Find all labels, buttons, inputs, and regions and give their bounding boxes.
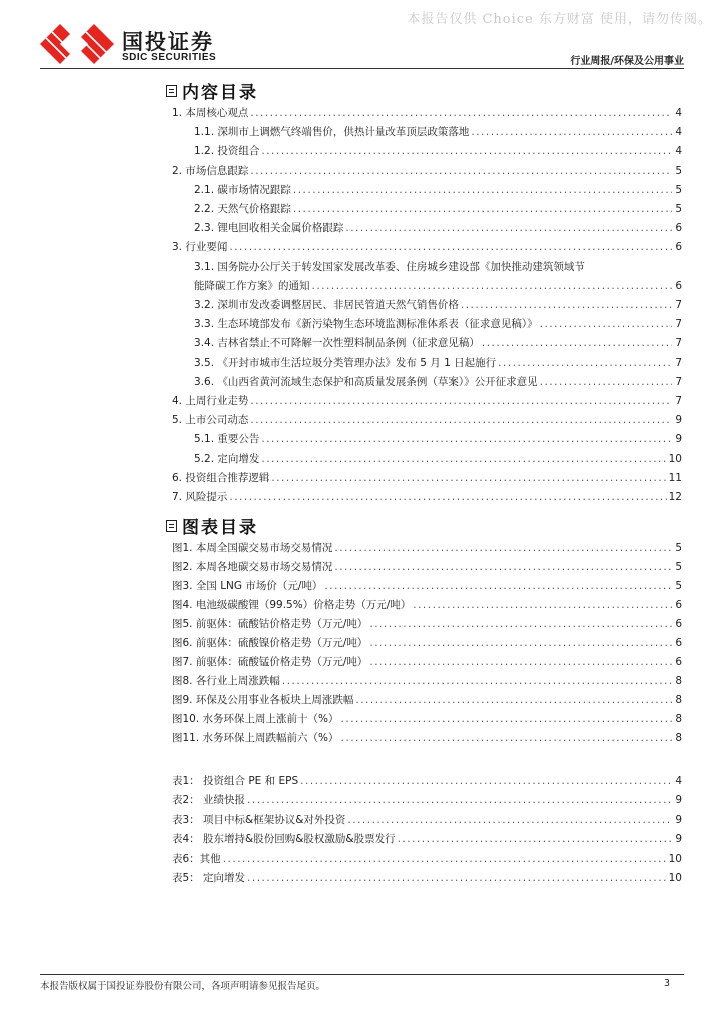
figure-entry[interactable]: [172, 710, 682, 728]
figure-entry-page: 5: [675, 580, 682, 592]
list-icon: [166, 520, 177, 532]
toc-entry[interactable]: [172, 411, 682, 429]
list-icon: [166, 85, 177, 97]
page-number: 3: [663, 978, 670, 989]
toc-entry[interactable]: [194, 200, 682, 218]
toc-entry-page: 12: [668, 491, 682, 503]
toc-entry[interactable]: [172, 488, 682, 506]
toc-entry-title: 6. 投资组合推荐逻辑: [172, 471, 270, 484]
watermark: 本报告仅供 Choice 东方财富 使用，请勿传阅。: [407, 12, 712, 27]
toc-entry-title: 5. 上市公司动态: [172, 414, 249, 427]
toc-entry-page: 4: [675, 145, 682, 158]
dot-leader: [540, 315, 672, 333]
table-entry-title: 表4： 股东增持&股份回购&股权激励&股票发行: [172, 833, 396, 846]
toc-entry-title: 3.2. 深圳市发改委调整居民、非居民管道天然气销售价格: [194, 299, 459, 311]
toc-entry-title: 3.5. 《开封市城市生活垃圾分类管理办法》发布 5 月 1 日起施行: [194, 356, 497, 369]
footer-disclaimer: 本报告版权属于国投证券股份有限公司，各项声明请参见报告尾页。: [40, 981, 326, 992]
figures-heading-text: 图表目录: [182, 518, 258, 538]
table-entry-page: 10: [668, 872, 682, 884]
toc-entry-title: 4. 上周行业走势: [172, 395, 249, 407]
figure-entry[interactable]: [172, 577, 682, 595]
figure-entry-title: 图1. 本周全国碳交易市场交易情况: [172, 542, 333, 554]
toc-entry[interactable]: [194, 315, 682, 333]
figure-entry-page: 5: [675, 542, 682, 554]
table-entry-title: 表1： 投资组合 PE 和 EPS: [172, 775, 299, 787]
dot-leader: [282, 672, 672, 690]
header-divider: [40, 68, 684, 69]
toc-entry-page: 6: [675, 241, 682, 254]
table-entry-title: 表2： 业绩快报: [172, 794, 246, 807]
figure-entry-page: 6: [675, 637, 682, 649]
toc-entry-title: 7. 风险提示: [172, 491, 228, 503]
toc-entry-title: 1. 本周核心观点: [172, 107, 249, 119]
table-entry[interactable]: [172, 869, 682, 887]
figure-entry-page: 8: [675, 732, 682, 744]
dot-leader: [293, 181, 672, 199]
dot-leader: [413, 596, 672, 614]
toc-entry-title: 1.2. 投资组合: [194, 145, 260, 158]
toc-entry[interactable]: [194, 123, 682, 141]
brand-logo: [40, 24, 240, 68]
table-entry[interactable]: [172, 772, 682, 790]
dot-leader: [471, 123, 672, 141]
toc-entry-page: 4: [675, 107, 682, 119]
figure-entry[interactable]: [172, 634, 682, 652]
toc-entry-title: 2.1. 碳市场情况跟踪: [194, 183, 291, 196]
toc-entry-title: 1.1. 深圳市上调燃气终端售价，供热计量改革顶层政策落地: [194, 126, 470, 139]
dot-leader: [261, 142, 672, 160]
figure-entry[interactable]: [172, 615, 682, 633]
toc-entry[interactable]: [194, 430, 682, 448]
toc-entry-page: 5: [675, 164, 682, 177]
brand-name-cn: 国投证券: [122, 30, 214, 54]
figure-entry-title: 图2. 本周各地碳交易市场交易情况: [172, 561, 333, 573]
figure-entry-page: 6: [675, 656, 682, 668]
table-entry-page: 4: [675, 775, 682, 787]
dot-leader: [312, 277, 673, 295]
toc-entry[interactable]: [194, 354, 682, 372]
figure-entry-title: 图8. 各行业上周涨跌幅: [172, 675, 280, 687]
figure-entry-page: 8: [675, 675, 682, 687]
toc-entry-page: 6: [675, 279, 682, 292]
figure-entry-page: 5: [675, 561, 682, 573]
toc-entry-page: 7: [675, 318, 682, 331]
dot-leader: [229, 488, 666, 506]
toc-entry[interactable]: [194, 334, 682, 352]
dot-leader: [261, 450, 666, 468]
table-entry[interactable]: [172, 850, 682, 868]
figure-entry-title: 图3. 全国 LNG 市场价（元/吨）: [172, 580, 323, 592]
toc-entry-title: 2.3. 锂电回收相关金属价格跟踪: [194, 222, 344, 235]
dot-leader: [247, 791, 672, 809]
toc-entry-title: 3.3. 生态环境部发布《新污染物生态环境监测标准体系表（征求意见稿）》: [194, 318, 538, 331]
dot-leader: [250, 104, 672, 122]
figure-entry[interactable]: [172, 539, 682, 557]
toc-entry-page: 7: [675, 337, 682, 350]
toc-heading: [166, 78, 258, 103]
table-entry-page: 9: [675, 833, 682, 846]
dot-leader: [341, 710, 672, 728]
dot-leader: [398, 830, 672, 848]
toc-entry-page: 9: [675, 414, 682, 427]
toc-entry-title: 3.6. 《山西省黄河流域生态保护和高质量发展条例（草案）》公开征求意见: [194, 375, 538, 388]
figure-entry[interactable]: [172, 596, 682, 614]
toc-entry-page: 7: [675, 395, 682, 407]
dot-leader: [347, 811, 672, 829]
figure-entry-title: 图9. 环保及公用事业各板块上周涨跌幅: [172, 694, 354, 706]
toc-entry-title: 5.1. 重要公告: [194, 433, 260, 446]
toc-entry-title: 5.2. 定向增发: [194, 452, 260, 465]
dot-leader: [261, 430, 672, 448]
dot-leader: [369, 634, 672, 652]
toc-entry-page: 7: [675, 299, 682, 311]
figure-entry-page: 8: [675, 713, 682, 725]
dot-leader: [334, 558, 672, 576]
toc-entry-title: 2.2. 天然气价格跟踪: [194, 203, 291, 215]
dot-leader: [540, 373, 672, 391]
toc-entry-title: 3.1. 国务院办公厅关于转发国家发展改革委、住房城乡建设部《加快推动建筑领域节: [194, 260, 585, 273]
toc-entry[interactable]: [172, 162, 682, 180]
table-entry-page: 9: [675, 813, 682, 826]
dot-leader: [250, 411, 672, 429]
table-entry-page: 10: [668, 852, 682, 865]
dot-leader: [482, 334, 672, 352]
footer-divider: [40, 974, 684, 975]
dot-leader: [250, 392, 672, 410]
toc-entry-title: 能降碳工作方案》的通知: [194, 279, 310, 292]
toc-entry-title: 3. 行业要闻: [172, 241, 228, 254]
dot-leader: [293, 200, 672, 218]
toc-entry[interactable]: [194, 181, 682, 199]
toc-entry[interactable]: [172, 469, 682, 487]
table-entry[interactable]: [172, 791, 682, 809]
table-entry-page: 9: [675, 794, 682, 807]
figure-entry[interactable]: [172, 691, 682, 709]
toc-entry[interactable]: [194, 258, 682, 276]
table-entry[interactable]: [172, 830, 682, 848]
toc-entry[interactable]: [194, 219, 682, 237]
toc-entry[interactable]: [194, 296, 682, 314]
toc-entry-title: 3.4. 吉林省禁止不可降解一次性塑料制品条例（征求意见稿）: [194, 337, 480, 350]
dot-leader: [229, 238, 672, 256]
dot-leader: [334, 539, 672, 557]
dot-leader: [355, 691, 672, 709]
toc-entry-page: 11: [668, 471, 682, 484]
dot-leader: [250, 162, 672, 180]
figure-entry-title: 图10. 水务环保上周上涨前十（%）: [172, 713, 339, 725]
figure-entry[interactable]: [172, 558, 682, 576]
table-entry[interactable]: [172, 811, 682, 829]
figure-entry-title: 图4. 电池级碳酸锂（99.5%）价格走势（万元/吨）: [172, 599, 412, 611]
dot-leader: [341, 729, 672, 747]
toc-entry-page: 7: [675, 375, 682, 388]
toc-entry[interactable]: [172, 238, 682, 256]
toc-entry[interactable]: [194, 450, 682, 468]
figure-entry-title: 图6. 前驱体：硫酸镍价格走势（万元/吨）: [172, 637, 368, 649]
toc-heading-text: 内容目录: [182, 83, 258, 103]
toc-entry-page: 7: [675, 356, 682, 369]
diamond-logo-icon: [40, 24, 118, 64]
toc-entry-page: 6: [675, 222, 682, 235]
table-entry-title: 表6：其他: [172, 852, 221, 865]
table-entry-title: 表3： 项目中标&框架协议&对外投资: [172, 813, 346, 826]
toc-entry-page: 5: [675, 183, 682, 196]
toc-entry-page: 4: [675, 126, 682, 139]
table-entry-title: 表5： 定向增发: [172, 872, 246, 884]
toc-entry-page: 10: [668, 452, 682, 465]
toc-entry-title: 2. 市场信息跟踪: [172, 164, 249, 177]
figure-entry[interactable]: [172, 729, 682, 747]
figure-entry-page: 8: [675, 694, 682, 706]
dot-leader: [300, 772, 672, 790]
report-category: 行业周报/环保及公用事业: [570, 56, 684, 67]
figure-entry-title: 图5. 前驱体：硫酸钴价格走势（万元/吨）: [172, 618, 368, 630]
dot-leader: [247, 869, 667, 887]
dot-leader: [369, 615, 672, 633]
toc-entry[interactable]: [172, 392, 682, 410]
figure-entry-title: 图11. 水务环保上周跌幅前六（%）: [172, 732, 339, 744]
toc-entry[interactable]: [172, 104, 682, 122]
figures-heading: [166, 513, 258, 538]
brand-name-en: SDIC SECURITIES: [122, 52, 217, 63]
toc-entry-page: 5: [675, 203, 682, 215]
dot-leader: [271, 469, 666, 487]
toc-entry[interactable]: [194, 373, 682, 391]
figure-entry-title: 图7. 前驱体：硫酸锰价格走势（万元/吨）: [172, 656, 368, 668]
figure-entry-page: 6: [675, 599, 682, 611]
dot-leader: [461, 296, 672, 314]
figure-entry[interactable]: [172, 672, 682, 690]
toc-entry-page: 9: [675, 433, 682, 446]
toc-entry[interactable]: [194, 142, 682, 160]
dot-leader: [223, 850, 667, 868]
dot-leader: [498, 354, 672, 372]
toc-entry[interactable]: [194, 277, 682, 295]
dot-leader: [345, 219, 672, 237]
figure-entry[interactable]: [172, 653, 682, 671]
dot-leader: [324, 577, 672, 595]
figure-entry-page: 6: [675, 618, 682, 630]
dot-leader: [369, 653, 672, 671]
